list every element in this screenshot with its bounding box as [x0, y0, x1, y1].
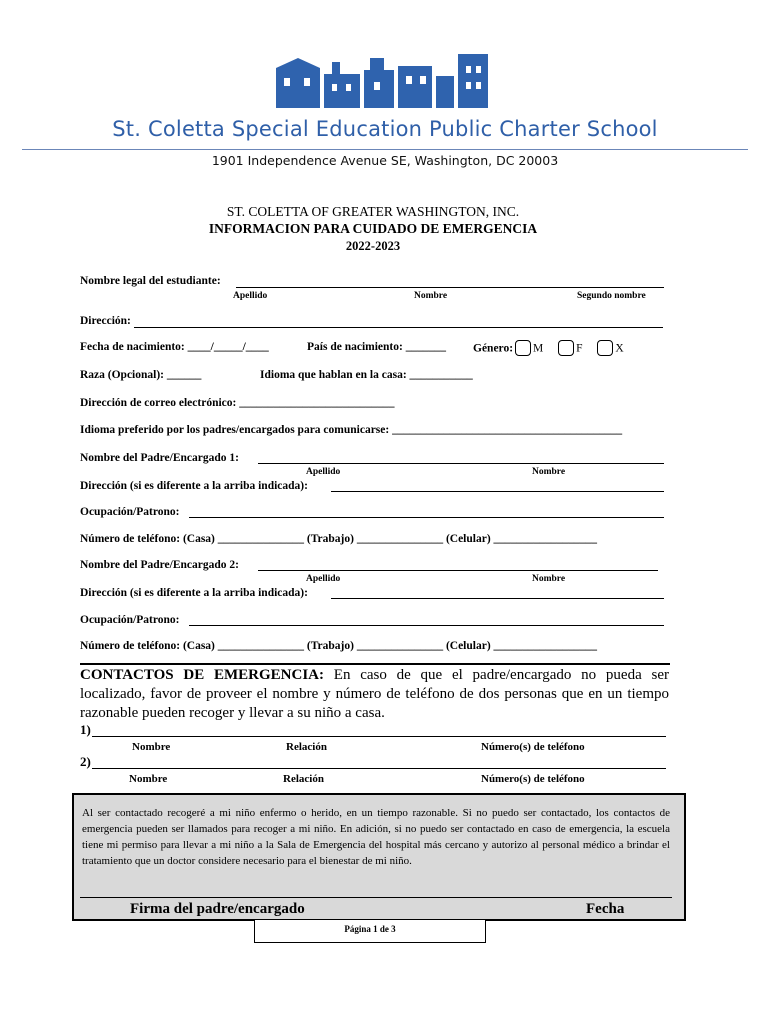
- guardian2-occupation-field[interactable]: [189, 625, 664, 626]
- gender-f-checkbox[interactable]: [558, 340, 574, 356]
- guardian2-name-field[interactable]: [258, 570, 658, 571]
- date-label: Fecha: [586, 901, 625, 917]
- email-field[interactable]: Dirección de correo electrónico: ___________________________: [80, 397, 395, 409]
- signature-line[interactable]: [80, 897, 672, 898]
- guardian1-last-name-hint: Apellido: [306, 467, 341, 477]
- guardian1-address-field[interactable]: [331, 491, 664, 492]
- header-divider: [22, 149, 748, 150]
- emergency-paragraph: [80, 666, 669, 723]
- emergency-text: En caso de que el padre/encargado no pueda ser localizado, favor de proveer el nombre y número de teléfono de dos personas que en un tiempo razonable pueden recoger y llevar a su niño a casa.: [80, 667, 669, 721]
- gender-f-label: F: [576, 342, 583, 355]
- student-address-label: Dirección:: [80, 315, 131, 327]
- contact2-name-hint: Nombre: [129, 773, 168, 785]
- guardian2-phone-fields[interactable]: Número de teléfono: (Casa) _______________ (Trabajo) _______________ (Celular) __________________: [80, 640, 598, 652]
- consent-box: [72, 793, 686, 921]
- gender-m-checkbox[interactable]: [515, 340, 531, 356]
- guardian2-name-label: Nombre del Padre/Encargado 2:: [80, 559, 239, 571]
- student-name-field[interactable]: [236, 287, 664, 288]
- race-field[interactable]: Raza (Opcional): ______: [80, 369, 202, 381]
- form-title: INFORMACION PARA CUIDADO DE EMERGENCIA: [208, 221, 538, 236]
- consent-text: Al ser contactado recogeré a mi niño enfermo o herido, en un tiempo razonable. Si no puedo ser contactado, los contactos de emergencia pueden ser llamados para recoger a mi niño. En adición, si no puedo ser contactado en caso de emergencia, la escuela tiene mi permiso para llevar a mi niño a la Sala de Emergencia del hospital más cercano y autorizo al personal médico a brindar el tratamiento que un doctor considere necesario para el bienestar de mi niño.: [82, 807, 670, 867]
- dob-field[interactable]: Fecha de nacimiento: ____/_____/____: [80, 341, 269, 353]
- student-first-name-hint: Nombre: [414, 291, 448, 301]
- school-name: St. Coletta Special Education Public Charter School: [112, 117, 658, 141]
- gender-x-label: X: [615, 342, 624, 355]
- guardian2-address-field[interactable]: [331, 598, 664, 599]
- guardian1-address-label: Dirección (si es diferente a la arriba indicada):: [80, 480, 308, 492]
- student-last-name-hint: Apellido: [233, 291, 268, 301]
- guardian1-name-field[interactable]: [258, 463, 664, 464]
- student-name-label: Nombre legal del estudiante:: [80, 275, 221, 287]
- contact1-number: 1): [80, 722, 91, 737]
- school-year: 2022-2023: [345, 239, 401, 253]
- guardian2-first-name-hint: Nombre: [532, 574, 566, 584]
- guardian2-last-name-hint: Apellido: [306, 574, 341, 584]
- page-number: Página 1 de 3: [254, 919, 486, 943]
- emergency-heading: CONTACTOS DE EMERGENCIA:: [80, 667, 325, 683]
- school-logo: [270, 50, 500, 110]
- student-middle-name-hint: Segundo nombre: [577, 291, 646, 301]
- contact1-relation-hint: Relación: [286, 741, 327, 753]
- guardian1-phone-fields[interactable]: Número de teléfono: (Casa) _______________ (Trabajo) _______________ (Celular) __________________: [80, 533, 598, 545]
- signature-label: Firma del padre/encargado: [130, 901, 305, 917]
- org-title: ST. COLETTA OF GREATER WASHINGTON, INC.: [226, 204, 520, 219]
- contact1-name-hint: Nombre: [132, 741, 171, 753]
- preferred-language-field[interactable]: Idioma preferido por los padres/encargados para comunicarse: ________________________________________: [80, 424, 623, 436]
- contact2-phone-hint: Número(s) de teléfono: [481, 773, 585, 785]
- school-address: 1901 Independence Avenue SE, Washington, DC 20003: [211, 153, 559, 168]
- contact1-phone-hint: Número(s) de teléfono: [481, 741, 585, 753]
- contact1-field[interactable]: [92, 736, 666, 737]
- guardian1-occupation-label: Ocupación/Patrono:: [80, 506, 180, 518]
- guardian2-address-label: Dirección (si es diferente a la arriba indicada):: [80, 587, 308, 599]
- contact2-number: 2): [80, 754, 91, 769]
- contact2-field[interactable]: [92, 768, 666, 769]
- guardian2-occupation-label: Ocupación/Patrono:: [80, 614, 180, 626]
- gender-label: Género:: [473, 342, 514, 355]
- gender-group: [473, 341, 624, 357]
- home-language-field[interactable]: Idioma que hablan en la casa: ___________: [260, 369, 473, 381]
- guardian1-name-label: Nombre del Padre/Encargado 1:: [80, 452, 239, 464]
- gender-x-checkbox[interactable]: [597, 340, 613, 356]
- emergency-top-rule: [80, 663, 670, 665]
- guardian1-first-name-hint: Nombre: [532, 467, 566, 477]
- student-address-field[interactable]: [134, 327, 663, 328]
- contact2-relation-hint: Relación: [283, 773, 324, 785]
- birth-country-field[interactable]: País de nacimiento: _______: [307, 341, 446, 353]
- gender-m-label: M: [533, 342, 544, 355]
- guardian1-occupation-field[interactable]: [189, 517, 664, 518]
